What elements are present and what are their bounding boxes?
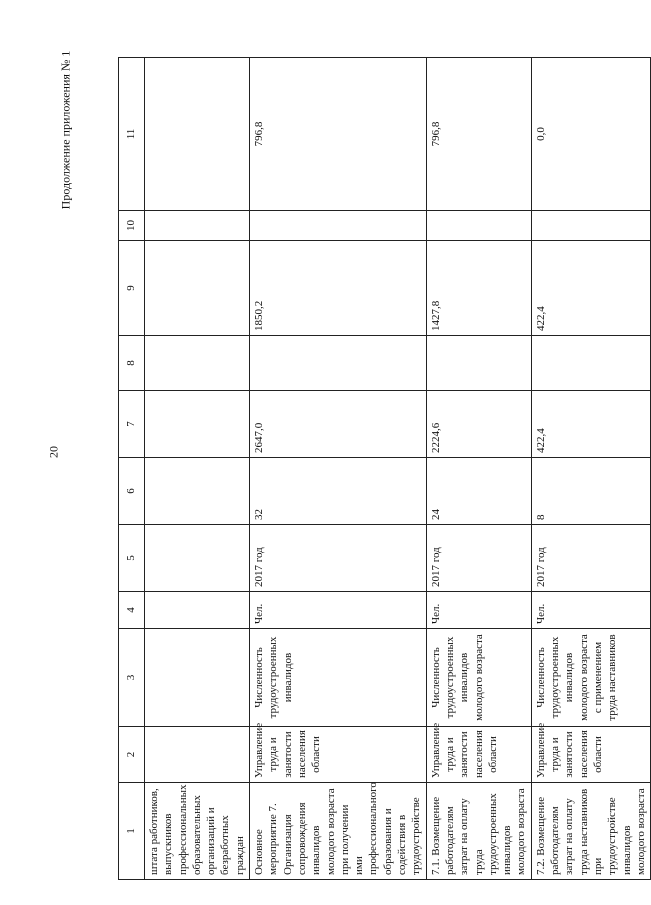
unit-cell: Чел. <box>250 592 427 629</box>
period-cell: 2017 год <box>426 525 531 592</box>
column-number: 1 <box>119 783 145 880</box>
unit-cell: Чел. <box>531 592 650 629</box>
unit-cell <box>145 592 250 629</box>
column-number: 7 <box>119 391 145 458</box>
column-number: 4 <box>119 592 145 629</box>
amount-cell <box>145 211 250 241</box>
amount-cell <box>145 391 250 458</box>
amount-cell <box>531 211 650 241</box>
unit-cell: Чел. <box>426 592 531 629</box>
period-cell: 2017 год <box>531 525 650 592</box>
indicator-cell: Численность трудоустроенных инвалидов молодого возраста с применением труда наставников <box>531 629 650 727</box>
amount-cell <box>250 336 427 391</box>
amount-cell: 796,8 <box>426 58 531 211</box>
program-measures-table <box>118 57 651 880</box>
executor-cell: Управление труда и занятости населения области <box>531 727 650 783</box>
period-cell <box>145 525 250 592</box>
amount-cell: 796,8 <box>250 58 427 211</box>
amount-cell <box>426 211 531 241</box>
rotated-table-container <box>118 58 647 880</box>
amount-cell: 422,4 <box>531 241 650 336</box>
column-number: 2 <box>119 727 145 783</box>
amount-cell <box>250 211 427 241</box>
column-number: 9 <box>119 241 145 336</box>
indicator-value-cell <box>145 458 250 525</box>
column-number-row <box>119 58 145 880</box>
column-number: 6 <box>119 458 145 525</box>
measure-name-cell: Основное мероприятие 7. Организация сопровождения инвалидов молодого возраста при получении ими профессионального образования и содействия в трудоустройстве <box>250 783 427 880</box>
amount-cell: 1850,2 <box>250 241 427 336</box>
table-row <box>145 58 250 880</box>
measure-name-cell: 7.1. Возмещение работодателям затрат на оплату труда трудоустроенных инвалидов молодого возраста <box>426 783 531 880</box>
appendix-continuation-note: Продолжение приложения № 1 <box>58 50 73 210</box>
table-row <box>250 58 427 880</box>
executor-cell: Управление труда и занятости населения области <box>250 727 427 783</box>
page-number: 20 <box>46 446 61 458</box>
amount-cell <box>426 336 531 391</box>
measure-name-cell: 7.2. Возмещение работодателям затрат на оплату труда наставников при трудоустройстве инвалидов молодого возраста <box>531 783 650 880</box>
executor-cell <box>145 727 250 783</box>
column-number: 5 <box>119 525 145 592</box>
indicator-cell: Численность трудоустроенных инвалидов молодого возраста <box>426 629 531 727</box>
indicator-value-cell: 32 <box>250 458 427 525</box>
period-cell: 2017 год <box>250 525 427 592</box>
amount-cell: 2647,0 <box>250 391 427 458</box>
amount-cell: 2224,6 <box>426 391 531 458</box>
table-row <box>426 58 531 880</box>
indicator-value-cell: 8 <box>531 458 650 525</box>
indicator-value-cell: 24 <box>426 458 531 525</box>
amount-cell: 0,0 <box>531 58 650 211</box>
table-row <box>531 58 650 880</box>
amount-cell: 422,4 <box>531 391 650 458</box>
column-number: 3 <box>119 629 145 727</box>
amount-cell <box>145 241 250 336</box>
amount-cell <box>145 58 250 211</box>
measure-name-cell: штата работников, выпускников профессиональных образовательных организаций и безработных граждан <box>145 783 250 880</box>
column-number: 8 <box>119 336 145 391</box>
indicator-cell: Численность трудоустроенных инвалидов <box>250 629 427 727</box>
amount-cell <box>145 336 250 391</box>
column-number: 11 <box>119 58 145 211</box>
executor-cell: Управление труда и занятости населения области <box>426 727 531 783</box>
column-number: 10 <box>119 211 145 241</box>
indicator-cell <box>145 629 250 727</box>
amount-cell: 1427,8 <box>426 241 531 336</box>
amount-cell <box>531 336 650 391</box>
